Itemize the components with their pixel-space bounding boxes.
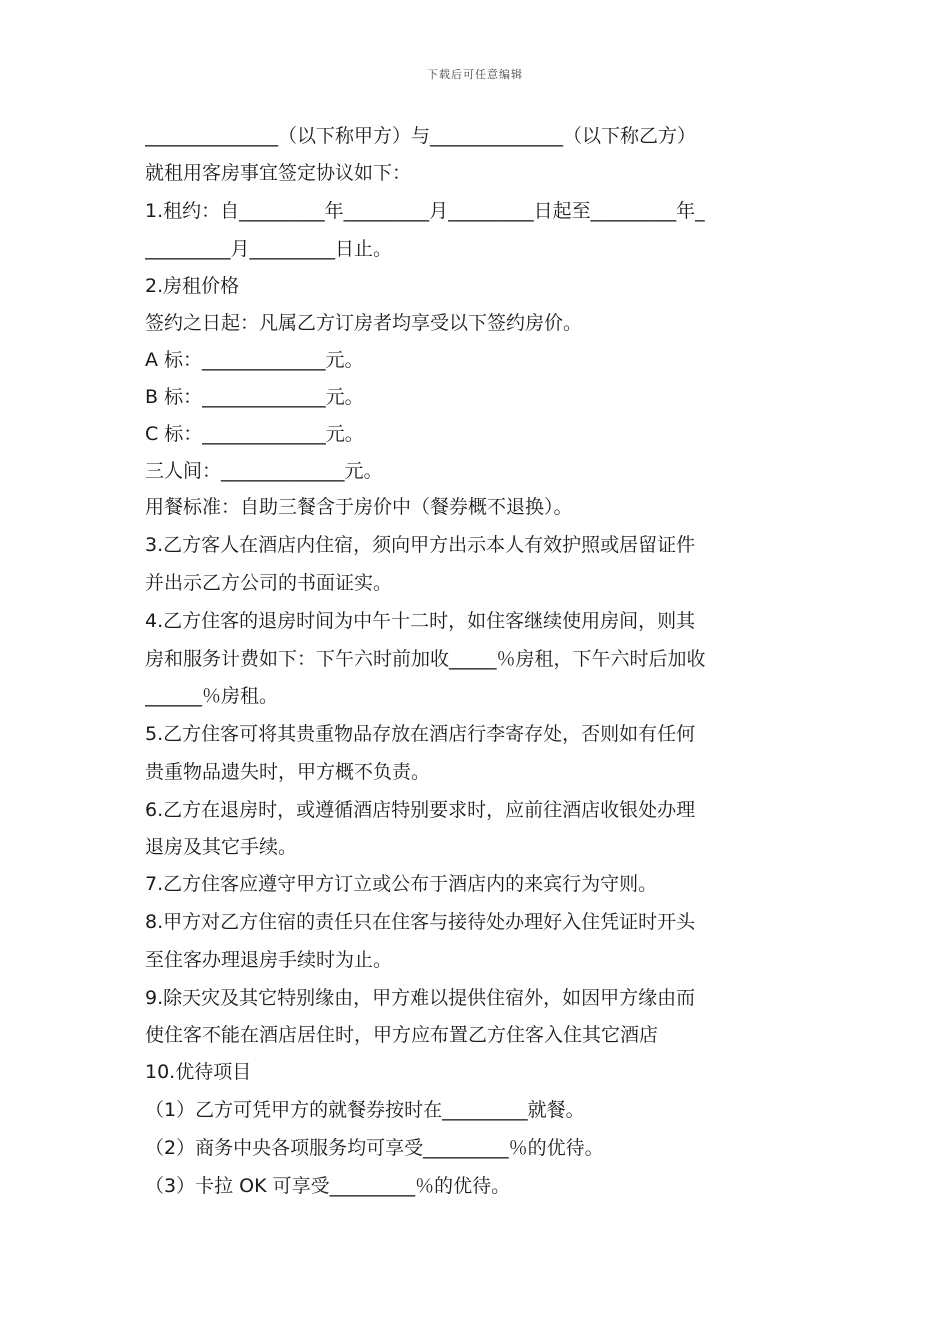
- clause-1-line-2: _________月_________日止。: [145, 238, 393, 260]
- clause-8-line-2: 至住客办理退房手续时为止。: [145, 949, 393, 971]
- clause-3-line-2: 并出示乙方公司的书面证实。: [145, 572, 393, 594]
- clause-8-line-1: 8.甲方对乙方住宿的责任只在住客与接待处办理好入住凭证时开头: [145, 911, 696, 933]
- party-line: ______________（以下称甲方）与______________（以下称乙方）: [145, 125, 697, 147]
- clause-1-line-1: 1.租约：自_________年_________月_________日起至_________年_: [145, 200, 705, 222]
- clause-6-line-2: 退房及其它手续。: [145, 836, 298, 858]
- clause-5-line-1: 5.乙方住客可将其贵重物品存放在酒店行李寄存处，否则如有任何: [145, 723, 696, 745]
- clause-4-line-3: ______％房租。: [145, 685, 279, 707]
- meal-standard-line: 用餐标准：自助三餐含于房价中（餐券概不退换）。: [145, 496, 573, 518]
- rate-triple-line: 三人间：_____________元。: [145, 460, 383, 482]
- clause-5-line-2: 贵重物品遗失时，甲方概不负责。: [145, 761, 431, 783]
- clause-4-line-1: 4.乙方住客的退房时间为中午十二时，如住客继续使用房间，则其: [145, 610, 696, 632]
- intro-line: 就租用客房事宜签定协议如下：: [145, 162, 412, 184]
- clause-9-line-2: 使住客不能在酒店居住时，甲方应布置乙方住客入住其它酒店: [145, 1024, 659, 1046]
- clause-9-line-1: 9.除天灾及其它特别缘由，甲方难以提供住宿外，如因甲方缘由而: [145, 987, 696, 1009]
- benefit-2-line: （2）商务中央各项服务均可享受_________％的优待。: [145, 1137, 604, 1159]
- rate-c-line: C 标：_____________元。: [145, 423, 364, 445]
- clause-7-line: 7.乙方住客应遵守甲方订立或公布于酒店内的来宾行为守则。: [145, 873, 658, 895]
- page-header: 下载后可任意编辑: [427, 68, 523, 81]
- rate-b-line: B 标：_____________元。: [145, 386, 364, 408]
- benefit-1-line: （1）乙方可凭甲方的就餐券按时在_________就餐。: [145, 1099, 585, 1121]
- rate-a-line: A 标：_____________元。: [145, 349, 364, 371]
- clause-2-title: 2.房租价格: [145, 275, 240, 297]
- benefit-3-line: （3）卡拉 OK 可享受_________％的优待。: [145, 1175, 511, 1197]
- clause-3-line-1: 3.乙方客人在酒店内住宿，须向甲方出示本人有效护照或居留证件: [145, 534, 696, 556]
- clause-2-intro: 签约之日起：凡属乙方订房者均享受以下签约房价。: [145, 312, 583, 334]
- agreement-body: [145, 118, 815, 1205]
- clause-6-line-1: 6.乙方在退房时，或遵循酒店特别要求时，应前往酒店收银处办理: [145, 799, 696, 821]
- clause-10-title: 10.优待项目: [145, 1061, 252, 1083]
- clause-4-line-2: 房和服务计费如下：下午六时前加收_____％房租，下午六时后加收: [145, 648, 706, 670]
